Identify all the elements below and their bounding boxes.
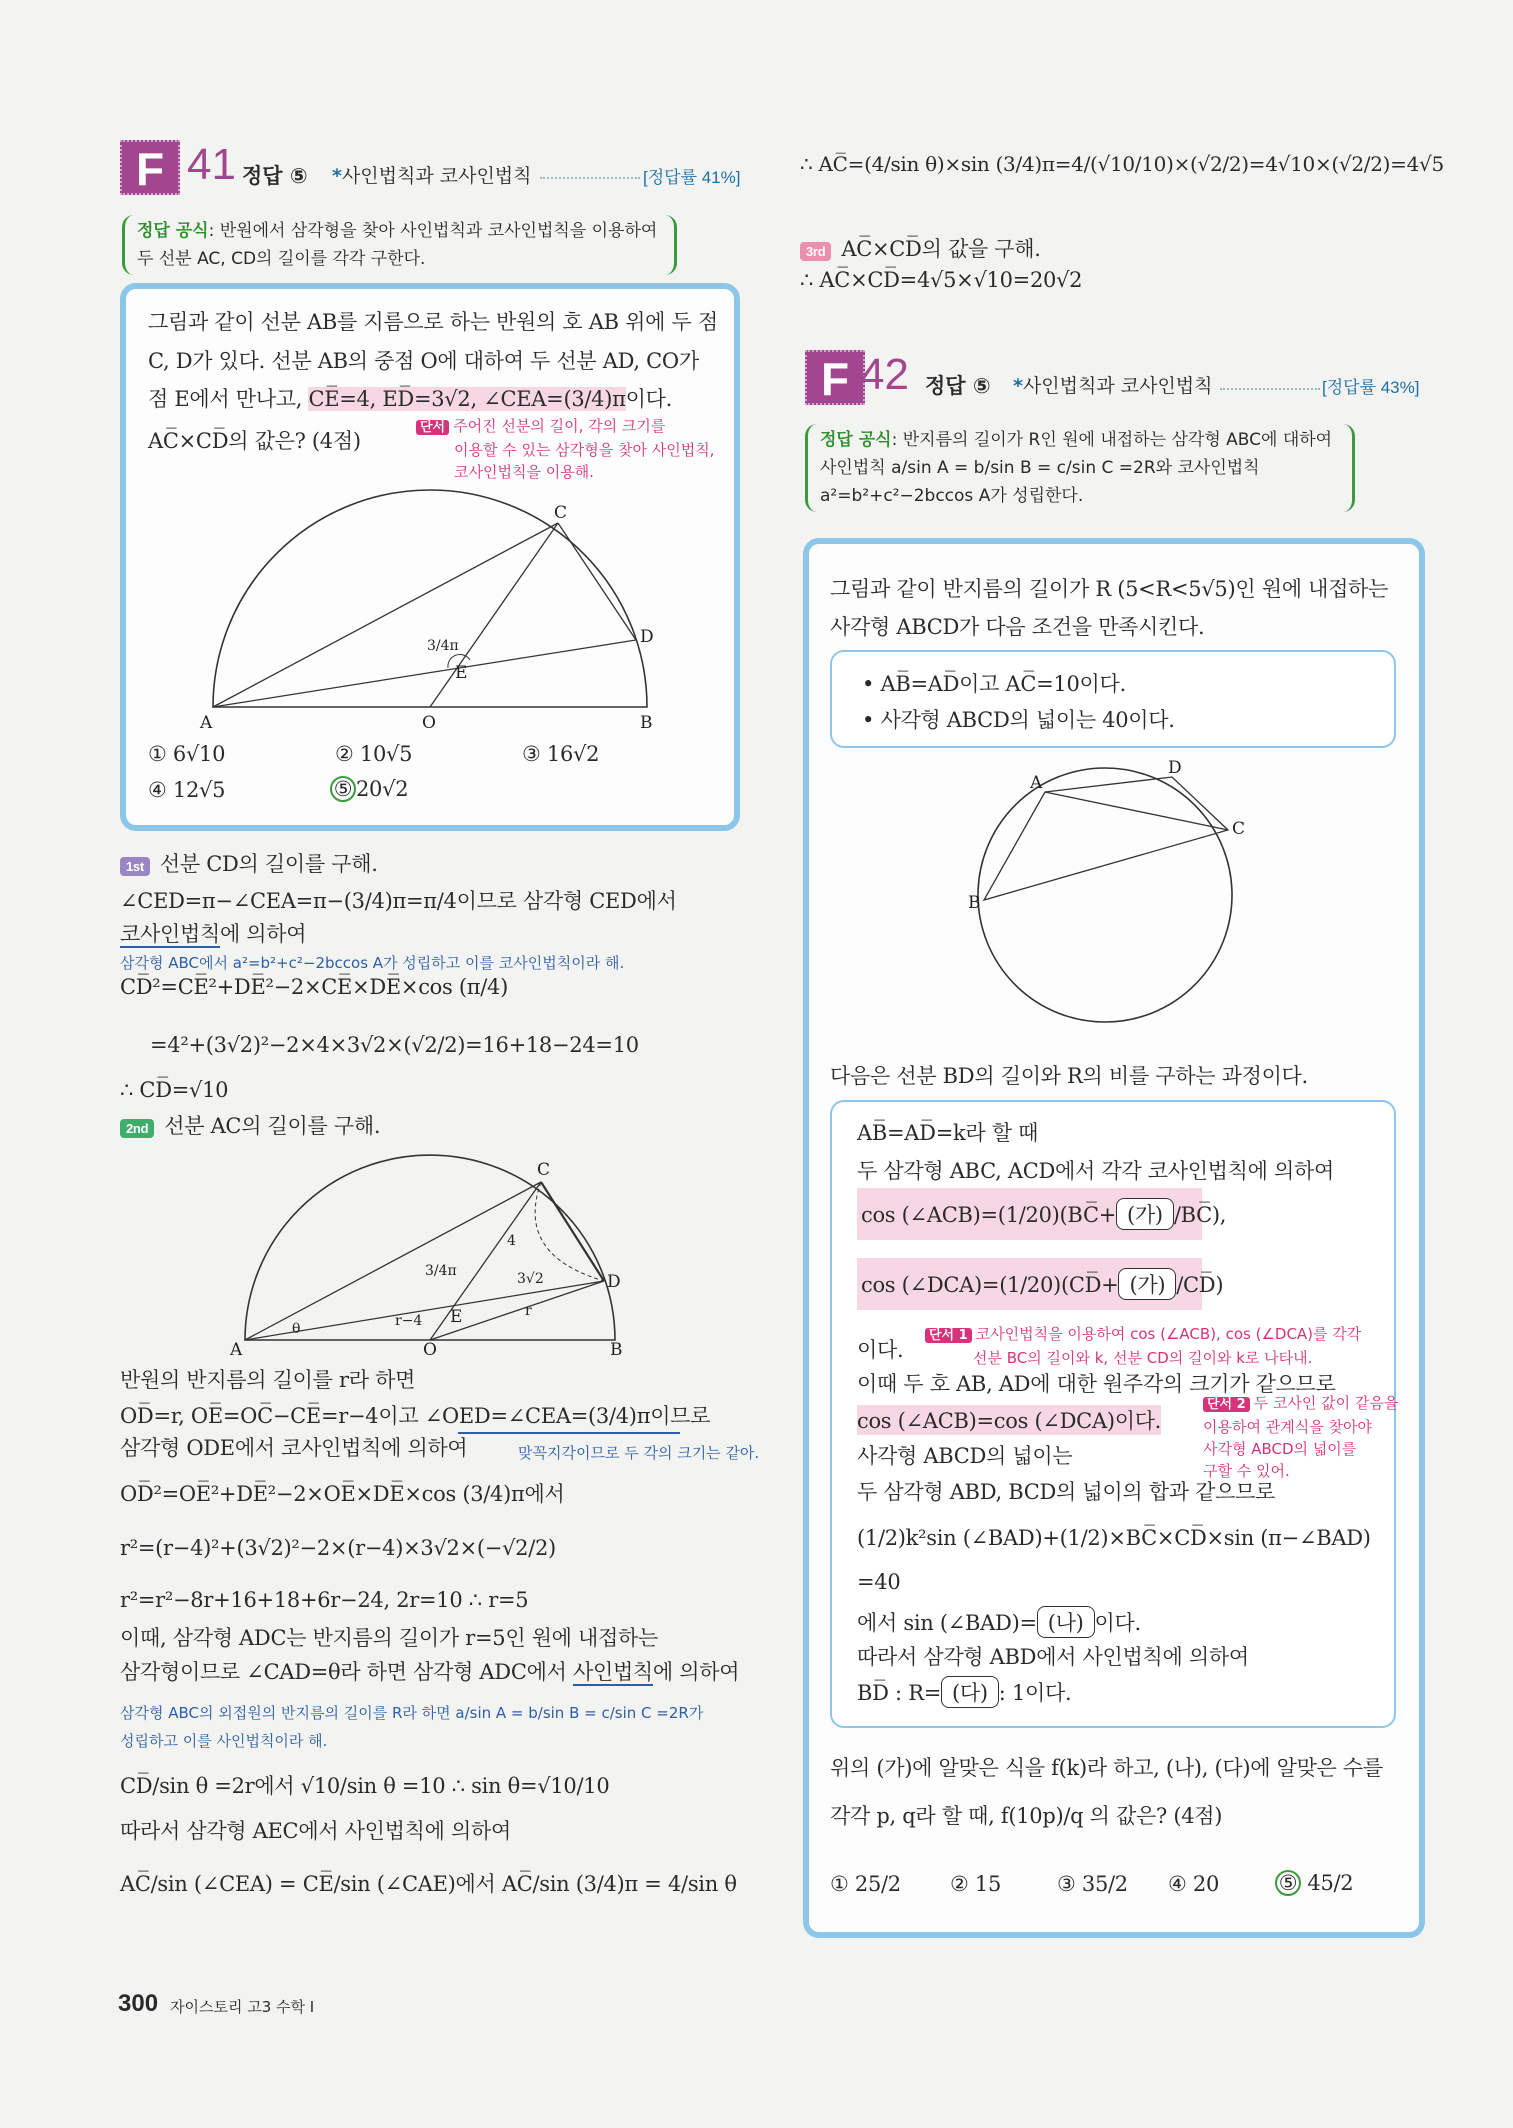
solution-line: ∠CED=π−∠CEA=π−(3/4)π=π/4이므로 삼각형 CED에서: [120, 889, 677, 913]
label-angle: 3/4π: [427, 638, 459, 654]
blank-da: (다): [941, 1676, 999, 1708]
topic-label: *사인법칙과 코사인법칙: [1013, 375, 1213, 397]
note: 삼각형 ABC에서 a²=b²+c²−2bccos A가 성립하고 이를 코사인법칙이라 해.: [120, 954, 625, 972]
solution-line: 따라서 삼각형 AEC에서 사인법칙에 의하여: [120, 1819, 511, 1843]
blank-ga: (가): [1118, 1268, 1176, 1300]
svg-text:C: C: [1232, 819, 1246, 839]
problem-text: 사각형 ABCD가 다음 조건을 만족시킨다.: [830, 615, 1205, 639]
process-line: cos (∠DCA)=(1/20)(CD̅+ (가) /CD̅): [857, 1258, 1202, 1310]
svg-text:A: A: [230, 1340, 243, 1355]
solution-line: 이때, 삼각형 ADC는 반지름의 길이가 r=5인 원에 내접하는: [120, 1626, 658, 1650]
process-line: 두 삼각형 ABC, ACD에서 각각 코사인법칙에 의하여: [857, 1159, 1334, 1183]
page-number: 300: [118, 1990, 159, 2017]
semicircle: [213, 490, 647, 707]
problem-text: 점 E에서 만나고, CE̅=4, ED̅=3√2, ∠CEA=(3/4)π이다.: [148, 387, 672, 411]
process-line: 사각형 ABCD의 넓이는: [857, 1444, 1073, 1468]
svg-text:E: E: [450, 1307, 463, 1327]
process-line: cos (∠ACB)=(1/20)(BC̅+ (가) /BC̅),: [857, 1188, 1202, 1240]
note: 성립하고 이를 사인법칙이라 해.: [120, 1732, 328, 1750]
solution-line: r²=r²−8r+16+18+6r−24, 2r=10 ∴ r=5: [120, 1588, 529, 1612]
solution-line: r²=(r−4)²+(3√2)²−2×(r−4)×3√2×(−√2/2): [120, 1536, 556, 1560]
step-1: 1st 선분 CD의 길이를 구해.: [120, 848, 378, 878]
problem-text: 그림과 같이 반지름의 길이가 R (5<R<5√5)인 원에 내접하는: [830, 577, 1389, 601]
question-text: 위의 (가)에 알맞은 식을 f(k)라 하고, (나), (다)에 알맞은 수를: [830, 1756, 1383, 1780]
formula-box: 정답 공식: 반지름의 길이가 R인 원에 내접하는 삼각형 ABC에 대하여 사인법칙 a/sin A = b/sin B = c/sin C =2R와 코사인법칙 a²=b²+c²−2bccos A가 성립한다.: [805, 424, 1355, 512]
svg-text:C: C: [537, 1160, 551, 1180]
label-c: C: [554, 503, 568, 523]
svg-text:D: D: [1168, 760, 1182, 778]
segment-cd: [558, 523, 636, 640]
underline: [458, 1432, 680, 1434]
choice-2[interactable]: ② 10√5: [335, 742, 413, 766]
formula-box: [122, 215, 677, 275]
problem-badge-f: F: [120, 140, 180, 195]
label-o: O: [422, 713, 436, 730]
process-line: =40: [857, 1570, 901, 1594]
solution-line: 삼각형 ODE에서 코사인법칙에 의하여: [120, 1436, 468, 1460]
star-icon: *: [332, 165, 342, 187]
book-title: 자이스토리 고3 수학 I: [170, 1998, 315, 2016]
label-b: B: [640, 713, 653, 730]
svg-text:4: 4: [507, 1233, 516, 1249]
choice-4[interactable]: ④ 20: [1168, 1872, 1220, 1896]
problem-text: C, D가 있다. 선분 AB의 중점 O에 대하여 두 선분 AD, CO가: [148, 349, 699, 373]
label-d: D: [640, 627, 654, 647]
solution-line: OD̅=r, OE̅=OC̅−CE̅=r−4이고 ∠OED=∠CEA=(3/4)π이므로: [120, 1404, 711, 1428]
choice-2[interactable]: ② 15: [950, 1872, 1002, 1896]
step-3: 3rd AC̅×CD̅의 값을 구해.: [800, 233, 1041, 263]
svg-text:θ: θ: [292, 1321, 301, 1337]
choice-5[interactable]: ⑤ 20√2: [330, 776, 408, 802]
note: 삼각형 ABC의 외접원의 반지름의 길이를 R라 하면 a/sin A = b/sin B = c/sin C =2R가: [120, 1704, 704, 1722]
answer-label: 정답 ⑤: [925, 374, 991, 398]
formula-key: 정답 공식: [137, 221, 209, 241]
blank-ga: (가): [1116, 1198, 1174, 1230]
solution-line: CD̅/sin θ =2r에서 √10/sin θ =10 ∴ sin θ=√10/10: [120, 1774, 610, 1798]
condition: • AB̅=AD̅이고 AC̅=10이다.: [862, 672, 1126, 696]
correct-rate: [정답률 43%]: [1322, 378, 1420, 397]
semicircle-diagram: [190, 470, 670, 730]
hint-tag: 단서: [416, 420, 449, 435]
circle-diagram: [960, 760, 1250, 1030]
answer-mark: ⑤: [330, 776, 356, 802]
choice-3[interactable]: ③ 35/2: [1057, 1872, 1128, 1896]
label-a: A: [200, 713, 213, 730]
svg-text:A: A: [1030, 773, 1043, 793]
solution-line: ∴ AC̅=(4/sin θ)×sin (3/4)π=4/(√10/10)×(√2/2)=4√10×(√2/2)=4√5: [800, 152, 1444, 176]
solution-line: ∴ CD̅=√10: [120, 1078, 229, 1102]
choice-3[interactable]: ③ 16√2: [522, 742, 600, 766]
segment-co: [430, 523, 558, 707]
svg-text:r−4: r−4: [395, 1313, 423, 1329]
formula-text: 두 선분 AC, CD의 길이를 각각 구한다.: [137, 249, 426, 269]
problem-number: 42: [860, 350, 909, 399]
process-line: (1/2)k²sin (∠BAD)+(1/2)×BC̅×CD̅×sin (π−∠BAD): [857, 1526, 1371, 1550]
intro-text: 다음은 선분 BD의 길이와 R의 비를 구하는 과정이다.: [830, 1064, 1308, 1088]
blank-na: (나): [1037, 1606, 1095, 1638]
svg-text:3/4π: 3/4π: [425, 1263, 457, 1279]
formula-text: : 반원에서 삼각형을 찾아 사인법칙과 코사인법칙을 이용하여: [208, 221, 658, 241]
solution-line: AC̅/sin (∠CEA) = CE̅/sin (∠CAE)에서 AC̅/sin (3/4)π = 4/sin θ: [120, 1872, 737, 1896]
svg-text:B: B: [968, 893, 981, 913]
semicircle-diagram-2: [225, 1145, 645, 1355]
process-line: BD̅ : R= (다) : 1이다.: [857, 1676, 1071, 1708]
process-line: 따라서 삼각형 ABD에서 사인법칙에 의하여: [857, 1645, 1249, 1669]
solution-line: ∴ AC̅×CD̅=4√5×√10=20√2: [800, 268, 1083, 292]
star-icon: *: [1013, 375, 1023, 397]
topic-label: [332, 161, 532, 188]
hint-1: 단서 1 코사인법칙을 이용하여 cos (∠ACB), cos (∠DCA)를 각각 선분 BC의 길이와 k, 선분 CD의 길이와 k로 나타내.: [925, 1323, 1361, 1369]
note: 맞꼭지각이므로 두 각의 크기는 같아.: [518, 1444, 760, 1462]
problem-badge-f: F: [805, 350, 865, 405]
hint: 단서 주어진 선분의 길이, 각의 크기를 이용할 수 있는 삼각형을 찾아 사인법칙, 코사인법칙을 이용해.: [416, 415, 714, 483]
choice-5[interactable]: ⑤ 45/2: [1275, 1870, 1353, 1896]
step-2: 2nd 선분 AC의 길이를 구해.: [120, 1110, 380, 1140]
condition: • 사각형 ABCD의 넓이는 40이다.: [862, 708, 1175, 732]
divider: [540, 177, 640, 179]
process-line: AB̅=AD̅=k라 할 때: [857, 1121, 1039, 1145]
svg-text:3√2: 3√2: [517, 1271, 544, 1287]
question-text: 각각 p, q라 할 때, f(10p)/q 의 값은? (4점): [830, 1804, 1223, 1828]
process-line: 이다.: [857, 1338, 904, 1362]
correct-rate: [정답률 41%]: [643, 168, 741, 187]
process-line: cos (∠ACB)=cos (∠DCA)이다.: [857, 1405, 1161, 1435]
solution-line: 삼각형이므로 ∠CAD=θ라 하면 삼각형 ADC에서 사인법칙에 의하여: [120, 1660, 740, 1684]
choice-1[interactable]: ① 25/2: [830, 1872, 901, 1896]
answer-label: 정답 ⑤: [242, 164, 308, 188]
choice-1[interactable]: ① 6√10: [148, 742, 226, 766]
process-line: 에서 sin (∠BAD)= (나) 이다.: [857, 1606, 1141, 1638]
solution-line: =4²+(3√2)²−2×4×3√2×(√2/2)=16+18−24=10: [150, 1033, 639, 1057]
topic-text: 사인법칙과 코사인법칙: [341, 165, 532, 187]
problem-text: 그림과 같이 선분 AB를 지름으로 하는 반원의 호 AB 위에 두 점: [148, 310, 718, 334]
label-e: E: [455, 663, 468, 683]
problem-number: 41: [187, 140, 236, 189]
process-line: 이때 두 호 AB, AD에 대한 원주각의 크기가 같으므로: [857, 1372, 1336, 1396]
answer-mark: ⑤: [1275, 1870, 1301, 1896]
svg-text:D: D: [607, 1272, 621, 1292]
solution-line: OD̅²=OE̅²+DE̅²−2×OE̅×DE̅×cos (3/4)π에서: [120, 1482, 565, 1506]
choice-4[interactable]: ④ 12√5: [148, 778, 226, 802]
solution-line: CD̅²=CE̅²+DE̅²−2×CE̅×DE̅×cos (π/4): [120, 975, 509, 999]
svg-text:O: O: [423, 1340, 437, 1355]
highlight-given: CE̅=4, ED̅=3√2, ∠CEA=(3/4)π: [308, 387, 626, 411]
solution-line: 반원의 반지름의 길이를 r라 하면: [120, 1368, 416, 1392]
svg-text:B: B: [610, 1340, 623, 1355]
divider: [1220, 388, 1320, 390]
process-line: 두 삼각형 ABD, BCD의 넓이의 합과 같으므로: [857, 1480, 1276, 1504]
svg-text:r: r: [525, 1303, 532, 1319]
hint-2: 단서 2 두 코사인 값이 같음을 이용하여 관계식을 찾아야 사각형 ABCD의 넓이를 구할 수 있어.: [1203, 1394, 1399, 1480]
solution-line: 코사인법칙에 의하여: [120, 922, 307, 946]
problem-question: AC̅×CD̅의 값은? (4점): [148, 429, 361, 453]
